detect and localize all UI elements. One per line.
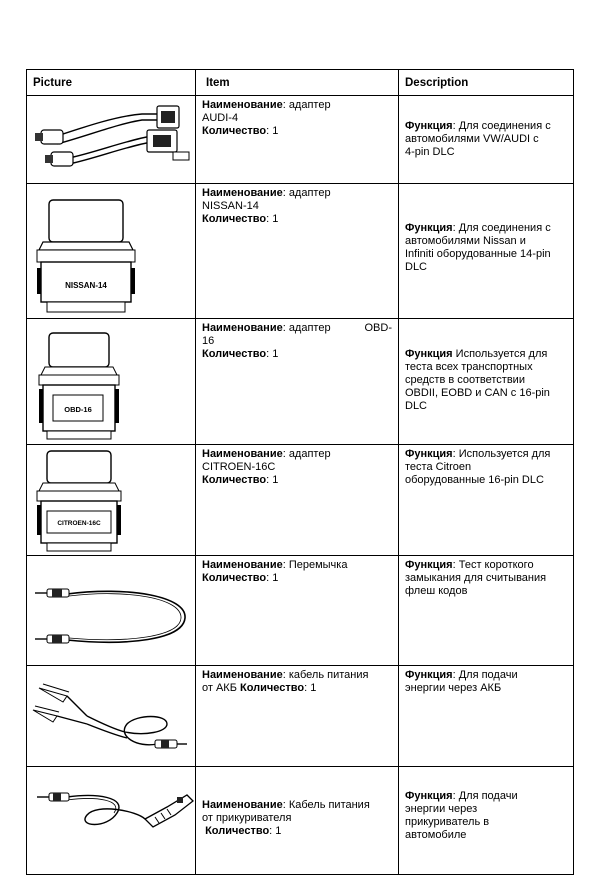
quantity-label: Количество bbox=[202, 474, 267, 486]
name-value: OBD- bbox=[364, 322, 392, 334]
description-cell bbox=[399, 96, 574, 184]
function-text: средств в соответствии bbox=[405, 374, 525, 386]
item-cell bbox=[196, 445, 399, 556]
quantity-label: Количество bbox=[202, 572, 267, 584]
name-value: : адаптер bbox=[282, 187, 331, 199]
function-text: флеш кодов bbox=[405, 585, 468, 597]
audi-4-adapter-cable-icon bbox=[27, 96, 196, 184]
quantity-value: : 1 bbox=[304, 682, 317, 694]
name-value-line2: NISSAN-14 bbox=[202, 200, 259, 212]
name-value-line2: CITROEN-16C bbox=[202, 461, 276, 473]
name-label: Наименование bbox=[202, 322, 283, 334]
function-text: : Используется для bbox=[452, 448, 551, 460]
table-row bbox=[27, 445, 574, 556]
table-row bbox=[27, 96, 574, 184]
name-label: Наименование bbox=[202, 448, 283, 460]
function-text: замыкания для считывания bbox=[405, 572, 547, 584]
function-text: теста Citroen bbox=[405, 461, 472, 473]
adapter-label: CITROEN-16C bbox=[57, 520, 101, 527]
picture-cell bbox=[27, 767, 196, 875]
header-picture: Picture bbox=[27, 70, 196, 96]
description-cell bbox=[399, 184, 574, 319]
function-text: Infiniti оборудованные 14-pin bbox=[405, 248, 551, 260]
item-cell bbox=[196, 767, 399, 875]
table-header-row bbox=[27, 70, 574, 96]
obd-16-adapter-icon bbox=[27, 319, 196, 445]
function-label: Функция bbox=[405, 669, 453, 681]
quantity-label: Количество bbox=[202, 125, 267, 137]
item-cell bbox=[196, 184, 399, 319]
name-label: Наименование bbox=[202, 669, 283, 681]
adapter-label: NISSAN-14 bbox=[65, 281, 107, 290]
function-text: прикуриватель в bbox=[405, 816, 490, 828]
quantity-value: : 1 bbox=[266, 572, 279, 584]
name-value-line2: AUDI-4 bbox=[202, 112, 239, 124]
cigarette-lighter-cable-icon bbox=[27, 767, 196, 875]
name-value: : Кабель питания bbox=[282, 799, 370, 811]
quantity-label: Количество bbox=[202, 213, 267, 225]
function-label: Функция bbox=[405, 559, 453, 571]
quantity-value: : 1 bbox=[266, 213, 279, 225]
picture-cell bbox=[27, 96, 196, 184]
table-row bbox=[27, 184, 574, 319]
name-label: Наименование bbox=[202, 99, 283, 111]
name-label: Наименование bbox=[202, 187, 283, 199]
function-text: OBDII, EOBD и CAN с 16-pin bbox=[405, 387, 550, 399]
function-text: : Тест короткого bbox=[452, 559, 534, 571]
function-text: энергии через АКБ bbox=[405, 682, 502, 694]
accessories-table bbox=[26, 69, 574, 875]
function-label: Функция bbox=[405, 222, 453, 234]
picture-cell bbox=[27, 319, 196, 445]
name-value-line2: 16 bbox=[202, 335, 215, 347]
quantity-value: : 1 bbox=[269, 825, 282, 837]
description-cell bbox=[399, 767, 574, 875]
name-value: : адаптер bbox=[282, 99, 331, 111]
function-text: энергии через bbox=[405, 803, 478, 815]
name-value: : адаптер bbox=[282, 448, 331, 460]
name-value-line2: от АКБ bbox=[202, 682, 240, 694]
table-row bbox=[27, 319, 574, 445]
function-text: автомобилями VW/AUDI с bbox=[405, 133, 539, 145]
function-text: Используется для bbox=[452, 348, 548, 360]
name-value: : адаптер bbox=[282, 322, 331, 334]
item-cell bbox=[196, 319, 399, 445]
function-label: Функция bbox=[405, 790, 453, 802]
function-text: : Для подачи bbox=[452, 669, 518, 681]
citroen-16c-adapter-icon bbox=[27, 445, 196, 556]
item-cell bbox=[196, 556, 399, 666]
quantity-label: Количество bbox=[240, 682, 305, 694]
picture-cell bbox=[27, 445, 196, 556]
function-text: теста всех транспортных bbox=[405, 361, 533, 373]
function-text: : Для соединения с bbox=[452, 120, 551, 132]
picture-cell bbox=[27, 556, 196, 666]
description-cell bbox=[399, 445, 574, 556]
item-cell bbox=[196, 666, 399, 767]
table-row bbox=[27, 767, 574, 875]
name-value: : Перемычка bbox=[282, 559, 348, 571]
description-cell bbox=[399, 556, 574, 666]
battery-clamp-cable-icon bbox=[27, 666, 196, 767]
quantity-value: : 1 bbox=[266, 348, 279, 360]
quantity-value: : 1 bbox=[266, 474, 279, 486]
table-row bbox=[27, 666, 574, 767]
function-text: : Для подачи bbox=[452, 790, 518, 802]
function-text: 4-pin DLC bbox=[405, 146, 455, 158]
function-text: автомобилями Nissan и bbox=[405, 235, 526, 247]
name-value-line2: от прикуривателя bbox=[202, 812, 292, 824]
function-label: Функция bbox=[405, 348, 453, 360]
description-cell bbox=[399, 666, 574, 767]
function-text: оборудованные 16-pin DLC bbox=[405, 474, 544, 486]
picture-cell bbox=[27, 184, 196, 319]
name-label: Наименование bbox=[202, 799, 283, 811]
quantity-label: Количество bbox=[202, 348, 267, 360]
adapter-label: OBD-16 bbox=[64, 405, 92, 414]
jumper-wire-icon bbox=[27, 556, 196, 666]
function-text: DLC bbox=[405, 261, 428, 273]
function-text: DLC bbox=[405, 400, 428, 412]
item-cell bbox=[196, 96, 399, 184]
table-row bbox=[27, 556, 574, 666]
picture-cell bbox=[27, 666, 196, 767]
name-label: Наименование bbox=[202, 559, 283, 571]
name-value: : кабель питания bbox=[282, 669, 369, 681]
function-text: автомобиле bbox=[405, 829, 467, 841]
function-label: Функция bbox=[405, 448, 453, 460]
header-item: Item bbox=[196, 70, 399, 96]
quantity-value: : 1 bbox=[266, 125, 279, 137]
nissan-14-adapter-icon bbox=[27, 184, 196, 319]
quantity-label: Количество bbox=[205, 825, 270, 837]
function-text: : Для соединения с bbox=[452, 222, 551, 234]
function-label: Функция bbox=[405, 120, 453, 132]
header-description: Description bbox=[399, 70, 574, 96]
description-cell bbox=[399, 319, 574, 445]
